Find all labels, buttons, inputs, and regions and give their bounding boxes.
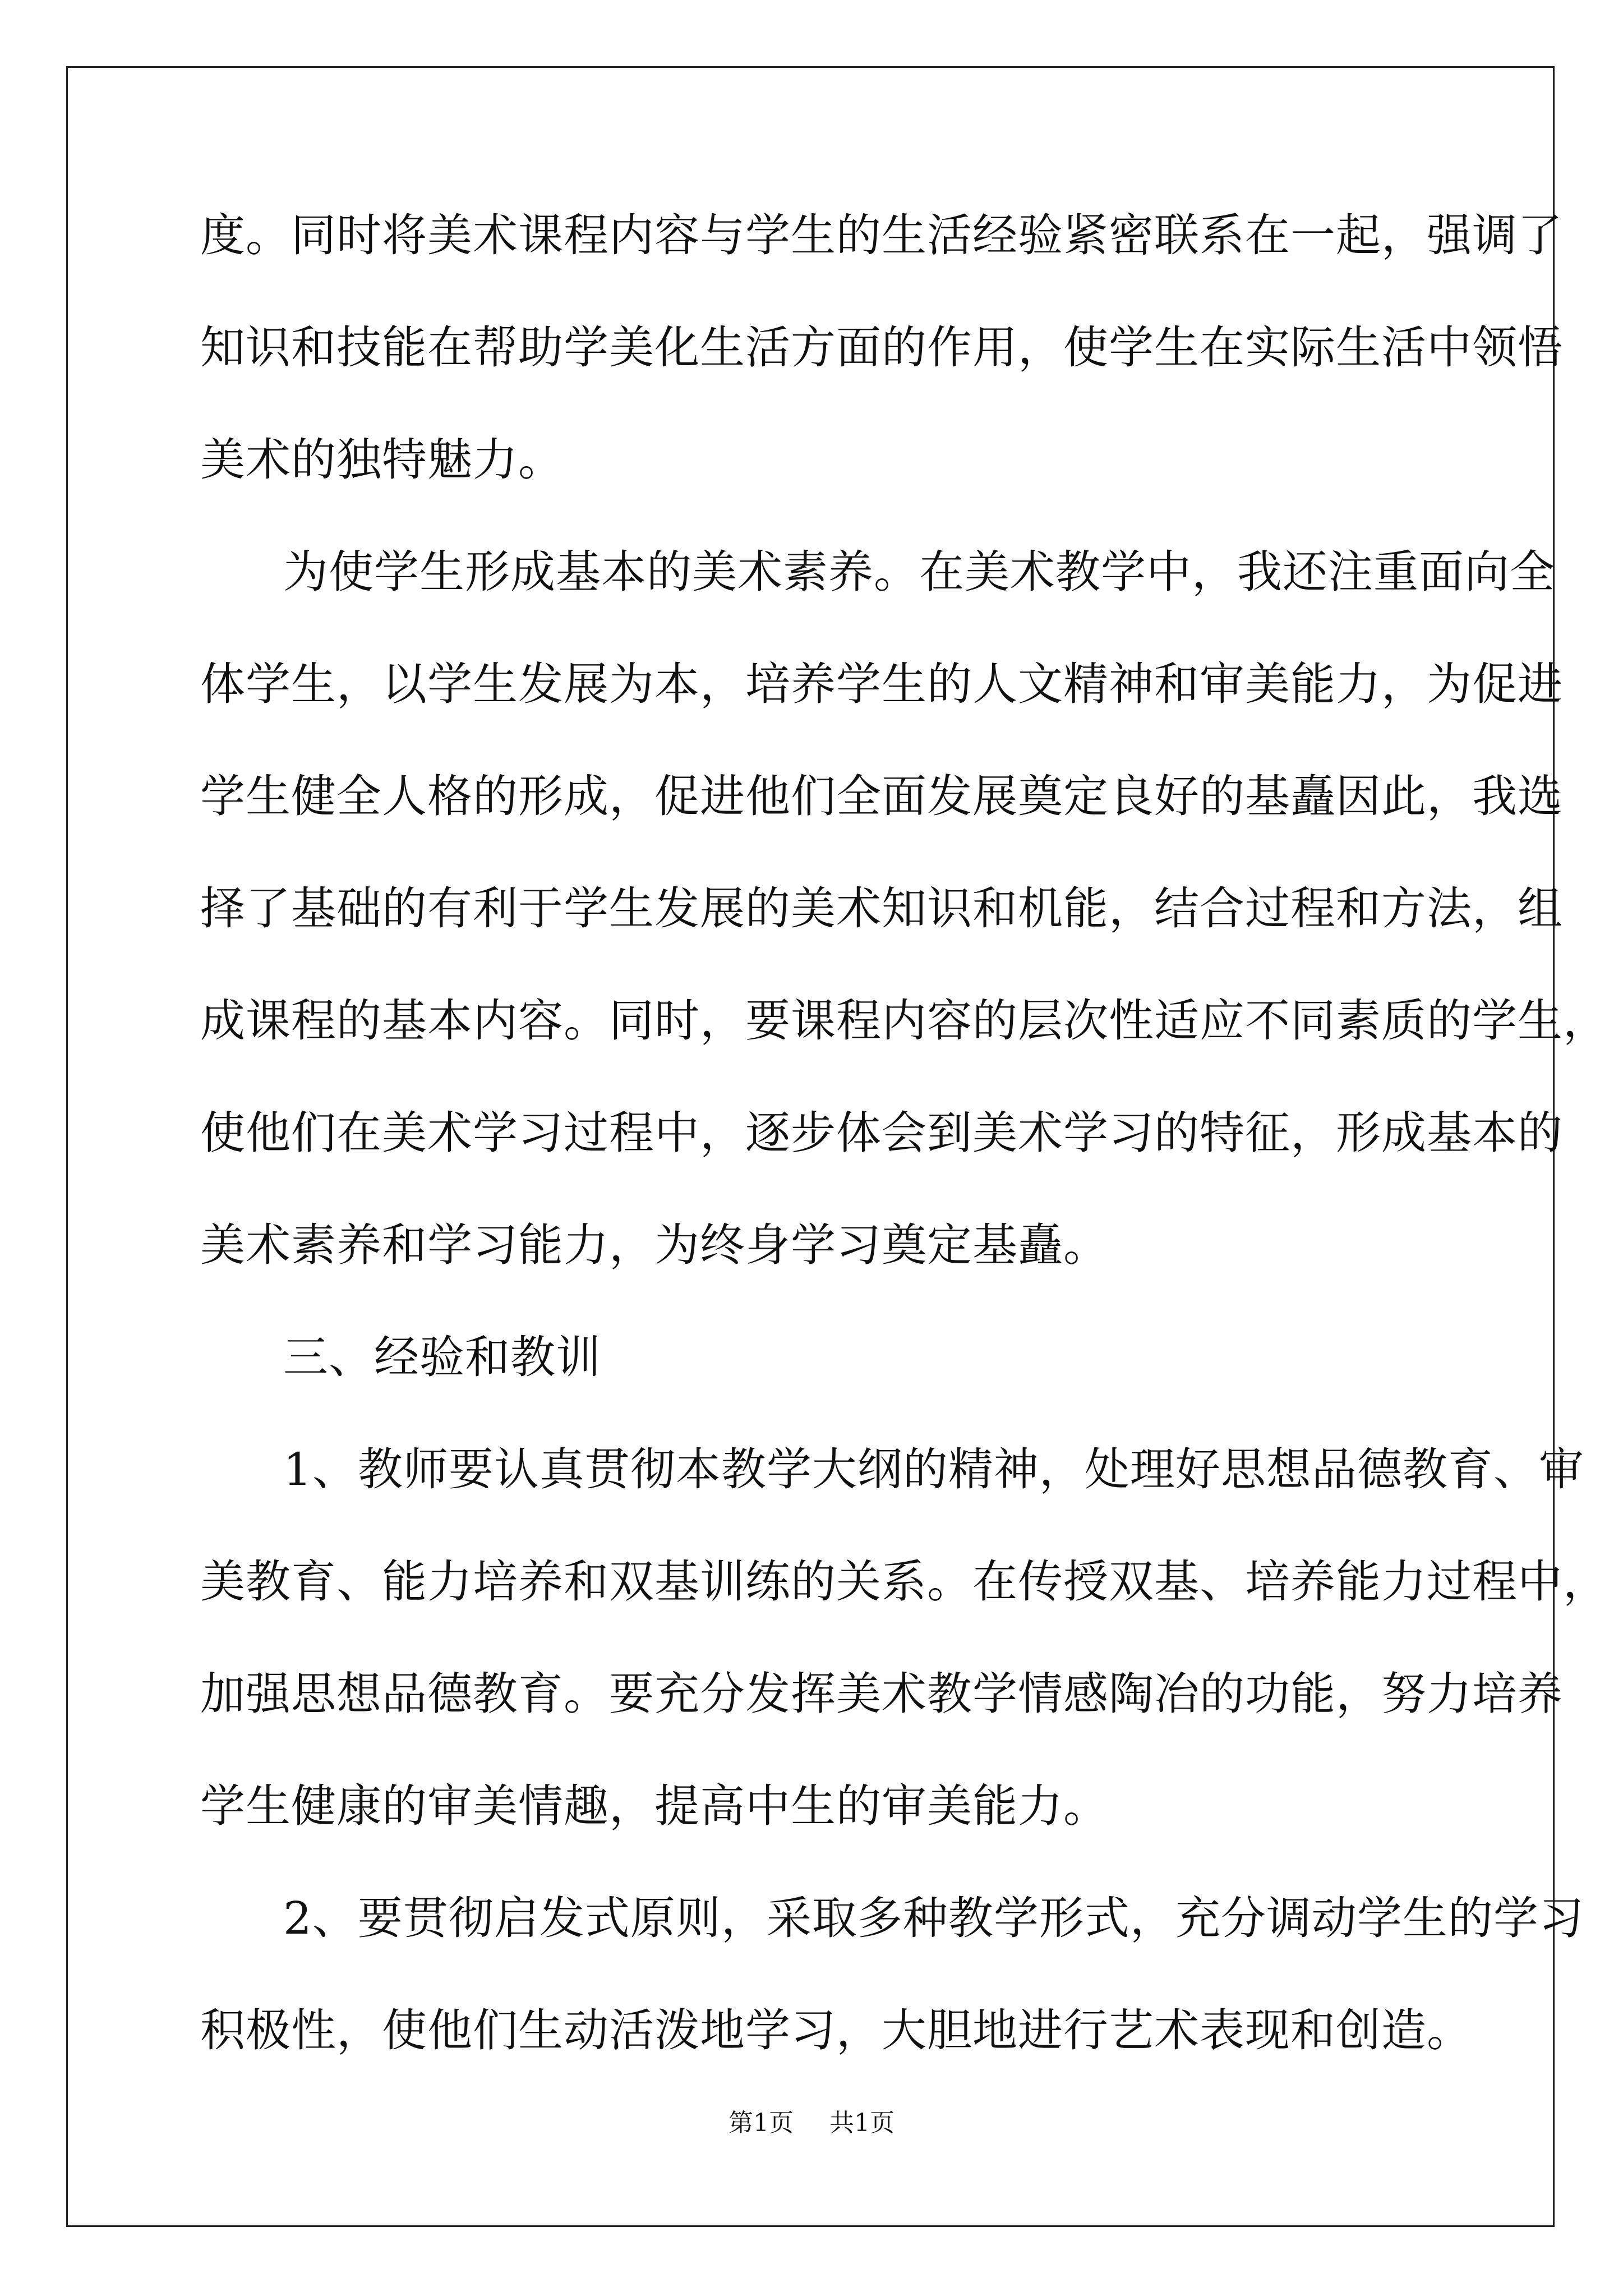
text-line: 加强思想品德教育。要充分发挥美术教学情感陶冶的功能，努力培养: [200, 1668, 1563, 1720]
text-line: 择了基础的有利于学生发展的美术知识和机能，结合过程和方法，组: [200, 882, 1563, 935]
text-line: 积极性，使他们生动活泼地学习，大胆地进行艺术表现和创造。: [200, 2004, 1472, 2056]
text-line: 美术的独特魅力。: [200, 434, 564, 486]
text-line: 使他们在美术学习过程中，逐步体会到美术学习的特征，形成基本的: [200, 1107, 1563, 1159]
section-heading: 三、经验和教训: [283, 1331, 601, 1383]
text-line: 学生健康的审美情趣，提高中生的审美能力。: [200, 1780, 1109, 1832]
text-line: 1、教师要认真贯彻本教学大纲的精神，处理好思想品德教育、审: [283, 1443, 1584, 1496]
page-footer: [0, 2106, 1623, 2140]
document-body: [200, 199, 1608, 2106]
text-line: 体学生，以学生发展为本，培养学生的人文精神和审美能力，为促进: [200, 658, 1563, 710]
text-line: 成课程的基本内容。同时，要课程内容的层次性适应不同素质的学生，: [200, 995, 1608, 1047]
text-line: 度。同时将美术课程内容与学生的生活经验紧密联系在一起，强调了: [200, 209, 1563, 261]
text-line: 美教育、能力培养和双基训练的关系。在传授双基、培养能力过程中，: [200, 1556, 1608, 1608]
page-count: 共1页: [829, 2109, 895, 2137]
text-line: 学生健全人格的形成，促进他们全面发展奠定良好的基矗因此，我选: [200, 770, 1563, 822]
text-line: 美术素养和学习能力，为终身学习奠定基矗。: [200, 1219, 1109, 1271]
text-line: 知识和技能在帮助学美化生活方面的作用，使学生在实际生活中领悟: [200, 321, 1563, 374]
text-line: 2、要贯彻启发式原则，采取多种教学形式，充分调动学生的学习: [283, 1892, 1584, 1944]
text-line: 为使学生形成基本的美术素养。在美术教学中，我还注重面向全: [283, 546, 1555, 598]
page-number: 第1页: [728, 2109, 794, 2137]
